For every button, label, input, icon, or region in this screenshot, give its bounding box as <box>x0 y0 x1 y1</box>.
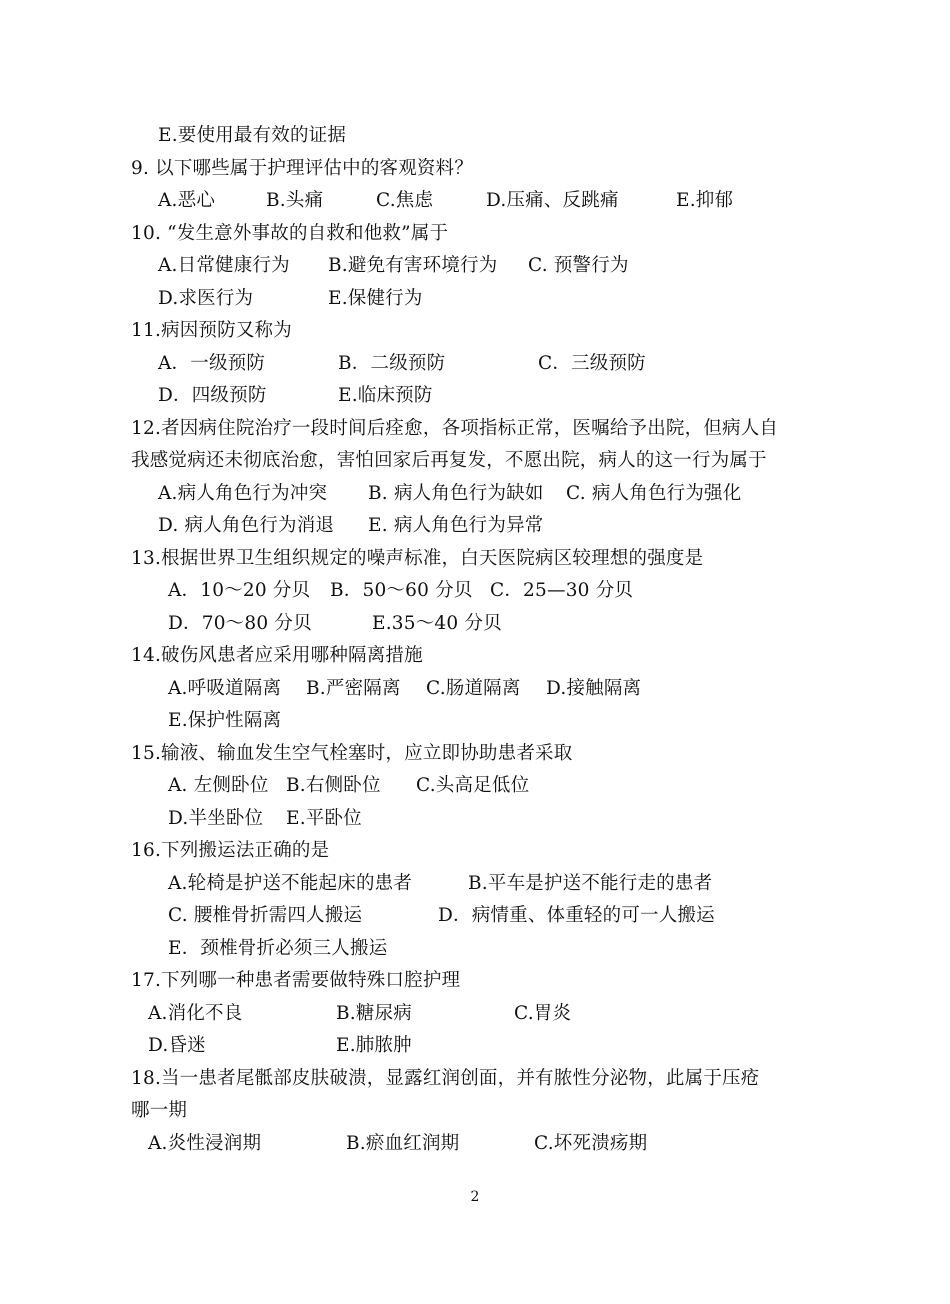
option: B.平车是护送不能行走的患者 <box>468 873 713 894</box>
question-text: 15.输液、输血发生空气栓塞时，应立即协助患者采取 <box>131 743 573 764</box>
question-18-continued <box>131 1099 187 1123</box>
option: C．三级预防 <box>538 353 646 374</box>
question-text: 哪一期 <box>131 1100 188 1121</box>
option: A.日常健康行为 <box>158 255 290 276</box>
option: E.保健行为 <box>328 288 423 309</box>
option: A．一级预防 <box>158 353 266 374</box>
option: A.轮椅是护送不能起床的患者 <box>168 873 413 894</box>
question-14 <box>131 644 423 668</box>
option: C.肠道隔离 <box>426 678 521 699</box>
question-text: 18.当一患者尾骶部皮肤破溃，显露红润创面，并有脓性分泌物，此属于压疮 <box>131 1068 760 1089</box>
option: C.坏死溃疡期 <box>534 1133 648 1154</box>
option: E. 病人角色行为异常 <box>368 515 544 536</box>
option: A. 左侧卧位 <box>168 775 269 796</box>
option: D. 病人角色行为消退 <box>158 515 335 536</box>
option: B.避免有害环境行为 <box>328 255 498 276</box>
option: A.炎性浸润期 <box>148 1133 262 1154</box>
option: A.恶心 <box>158 190 216 211</box>
question-16 <box>131 839 329 863</box>
question-15 <box>131 742 572 766</box>
option: C.焦虑 <box>376 190 434 211</box>
option: E.平卧位 <box>286 808 362 829</box>
question-text: 12.者因病住院治疗一段时间后痊愈，各项指标正常，医嘱给予出院，但病人自 <box>131 418 779 439</box>
option: B．50～60 分贝 <box>330 580 473 601</box>
question-18 <box>131 1067 759 1091</box>
option: D．四级预防 <box>158 385 267 406</box>
question-17 <box>131 969 460 993</box>
option: D.压痛、反跳痛 <box>486 190 619 211</box>
option: B. 病人角色行为缺如 <box>368 483 544 504</box>
question-text: 13.根据世界卫生组织规定的噪声标准，白天医院病区较理想的强度是 <box>131 548 704 569</box>
question-12 <box>131 417 778 441</box>
line-segment: E.要使用最有效的证据 <box>158 125 347 146</box>
question-10 <box>131 222 448 246</box>
option: C.胃炎 <box>514 1003 572 1024</box>
option: A．10～20 分贝 <box>168 580 311 601</box>
option: B.头痛 <box>266 190 324 211</box>
text-line <box>158 124 346 148</box>
question-text: 10. “发生意外事故的自救和他救”属于 <box>131 223 449 244</box>
option: E.抑郁 <box>676 190 734 211</box>
option: C．25—30 分贝 <box>490 580 634 601</box>
question-text: 9. 以下哪些属于护理评估中的客观资料？ <box>131 158 474 179</box>
option: A.呼吸道隔离 <box>168 678 282 699</box>
option: D.接触隔离 <box>546 678 642 699</box>
question-text: 我感觉病还未彻底治愈，害怕回家后再复发，不愿出院，病人的这一行为属于 <box>131 450 767 471</box>
option: D．70～80 分贝 <box>168 613 312 634</box>
option: E.临床预防 <box>338 385 433 406</box>
option: D．病情重、体重轻的可一人搬运 <box>438 905 715 926</box>
option: C. 病人角色行为强化 <box>566 483 742 504</box>
option: E．颈椎骨折必须三人搬运 <box>168 938 388 959</box>
option: A.病人角色行为冲突 <box>158 483 328 504</box>
option: E.保护性隔离 <box>168 710 282 731</box>
option: B.糖尿病 <box>336 1003 412 1024</box>
question-text: 16.下列搬运法正确的是 <box>131 840 330 861</box>
question-12-continued <box>131 449 767 473</box>
page-number: 2 <box>470 1189 480 1205</box>
options-line <box>168 937 387 961</box>
option: C. 腰椎骨折需四人搬运 <box>168 905 363 926</box>
question-9 <box>131 157 473 181</box>
options-line <box>168 709 281 733</box>
option: E.肺脓肿 <box>336 1035 412 1056</box>
option: A.消化不良 <box>148 1003 243 1024</box>
option: D.半坐卧位 <box>168 808 264 829</box>
option: D.昏迷 <box>148 1035 206 1056</box>
option: D.求医行为 <box>158 288 254 309</box>
option: C. 预警行为 <box>528 255 629 276</box>
question-13 <box>131 547 703 571</box>
question-text: 17.下列哪一种患者需要做特殊口腔护理 <box>131 970 461 991</box>
option: B．二级预防 <box>338 353 446 374</box>
question-11 <box>131 319 292 343</box>
option: B.右侧卧位 <box>286 775 381 796</box>
question-text: 11.病因预防又称为 <box>131 320 292 341</box>
option: E.35～40 分贝 <box>372 613 502 634</box>
option: B.瘀血红润期 <box>346 1133 460 1154</box>
question-text: 14.破伤风患者应采用哪种隔离措施 <box>131 645 423 666</box>
option: C.头高足低位 <box>416 775 530 796</box>
option: B.严密隔离 <box>306 678 401 699</box>
